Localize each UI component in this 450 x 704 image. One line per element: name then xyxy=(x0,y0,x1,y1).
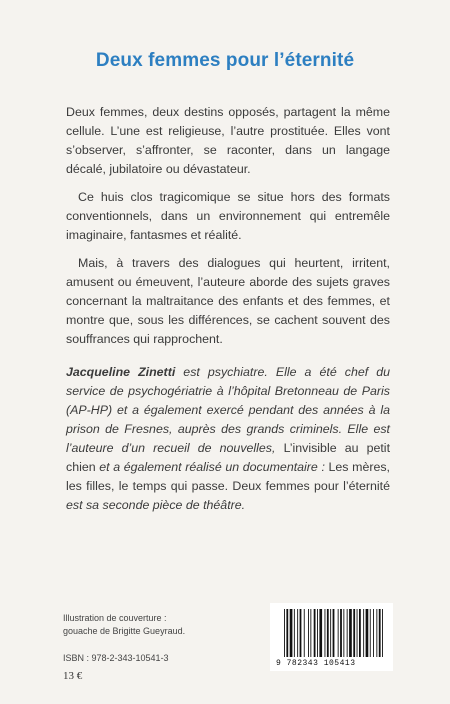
work-title: L’invisible au petit chien xyxy=(66,441,391,474)
credits-line: Illustration de couverture : xyxy=(63,613,167,623)
bio-text: est psychiatre. Elle a été chef du service de psychogériatrie à l’hôpital Bretonneau de Paris (AP-HP) et a également exercé pendant des années à la prison de Fresnes, auprès des grands criminels. Elle est l’auteure d’un recueil de nouvelles, xyxy=(66,365,390,455)
work-title: Les mères, les filles, le temps qui passe. xyxy=(66,460,390,493)
credits-line: gouache de Brigitte Gueyraud. xyxy=(63,626,186,636)
illustration-credits xyxy=(63,612,243,638)
author-name: Jacqueline Zinetti xyxy=(66,365,176,379)
book-blurb xyxy=(66,103,390,358)
barcode-bars xyxy=(270,603,393,659)
isbn-text: ISBN : 978-2-343-10541-3 xyxy=(63,653,169,663)
blurb-paragraph: Mais, à travers des dialogues qui heurtent, irritent, amusent ou émeuvent, l’auteure aborde des sujets graves concernant la maltraitance des enfants et des femmes, et montre que, sous les différences, se cachent souvent des souffrances qui rapprochent. xyxy=(66,256,390,346)
blurb-paragraph: Ce huis clos tragicomique se situe hors des formats conventionnels, dans un environnement qui entremêle imaginaire, fantasmes et réalité. xyxy=(66,190,390,242)
author-bio xyxy=(66,363,390,515)
book-title: Deux femmes pour l’éternité xyxy=(95,50,355,71)
work-title: Deux femmes pour l’éternité xyxy=(232,479,390,493)
blurb-paragraph: Deux femmes, deux destins opposés, partagent la même cellule. L’une est religieuse, l’autre prostituée. Elles vont s’observer, s’affronter, se raconter, dans un langage décalé, jubilatoire ou dévastateur. xyxy=(66,105,390,176)
barcode-digits: 9 782343 105413 xyxy=(276,659,356,668)
price-text: 13 € xyxy=(63,670,83,682)
barcode xyxy=(270,603,393,671)
bio-text: et a également réalisé un documentaire : xyxy=(95,460,329,474)
bio-text: est sa seconde pièce de théâtre. xyxy=(66,498,246,512)
